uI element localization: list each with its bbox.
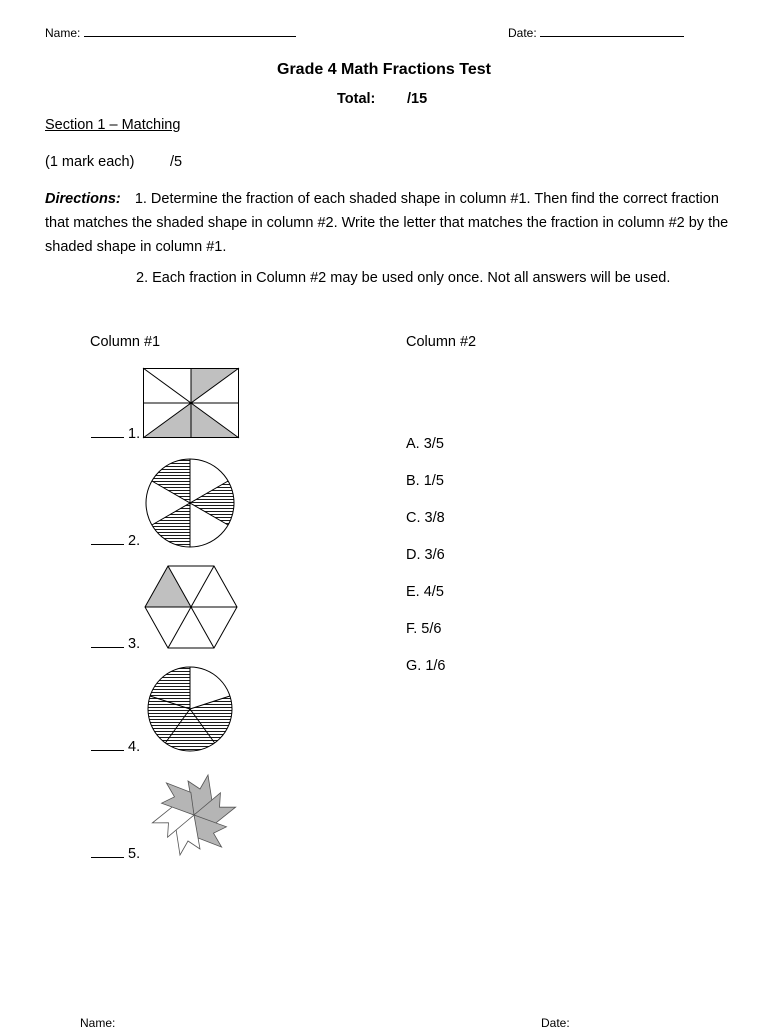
answer-blank[interactable] [91,845,124,858]
item-number: 1. [128,426,141,442]
shape-3-shaded-piece [145,566,191,607]
directions-label: Directions: [45,191,121,207]
answer-line-3 [91,635,140,652]
shape-2-circle [144,459,236,547]
directions-paragraph [45,187,735,259]
page-title: Grade 4 Math Fractions Test [277,61,491,78]
answer-blank[interactable] [91,532,124,545]
footer-name-label: Name: [80,1016,116,1030]
option-b: B. 1/5 [406,473,444,489]
item-number: 5. [128,846,141,862]
total-label: Total: [337,91,376,107]
column-2-heading: Column #2 [406,334,477,350]
directions-item-2: 2. Each fraction in Column #2 may be used only once. Not all answers will be used. [136,270,671,286]
section-heading: Section 1 – Matching [45,117,181,133]
answer-blank[interactable] [91,635,124,648]
shape-1-rectangle [143,368,239,438]
option-g: G. 1/6 [406,658,446,674]
answer-blank[interactable] [91,425,124,438]
shape-3-hexagon [145,566,237,648]
answer-line-1 [91,425,140,442]
column-1-heading: Column #1 [90,334,161,350]
option-f: F. 5/6 [406,621,442,637]
option-c: C. 3/8 [406,510,445,526]
marks-label: (1 mark each) [45,154,135,170]
name-blank[interactable] [84,25,296,37]
shape-5-pinwheel [148,772,240,858]
item-number: 4. [128,739,141,755]
date-field [508,25,684,40]
name-label: Name: [45,26,81,40]
item-number: 2. [128,533,141,549]
shape-4-circle [146,667,234,751]
footer-date-label: Date: [541,1016,570,1030]
date-blank[interactable] [540,25,684,37]
name-field [45,25,296,40]
date-label: Date: [508,26,537,40]
answer-line-4 [91,738,140,755]
item-number: 3. [128,636,141,652]
marks-value: /5 [170,154,183,170]
answer-line-2 [91,532,140,549]
option-a: A. 3/5 [406,436,444,452]
answer-line-5 [91,845,140,862]
answer-blank[interactable] [91,738,124,751]
directions-item-1: 1. Determine the fraction of each shaded shape in column #1. Then find the correct fraction that matches the shaded shape in column #2. Write the letter that matches the fraction in column #2 by the shaded shape in column #1. [45,191,729,255]
option-d: D. 3/6 [406,547,445,563]
option-e: E. 4/5 [406,584,444,600]
total-value: /15 [407,91,428,107]
